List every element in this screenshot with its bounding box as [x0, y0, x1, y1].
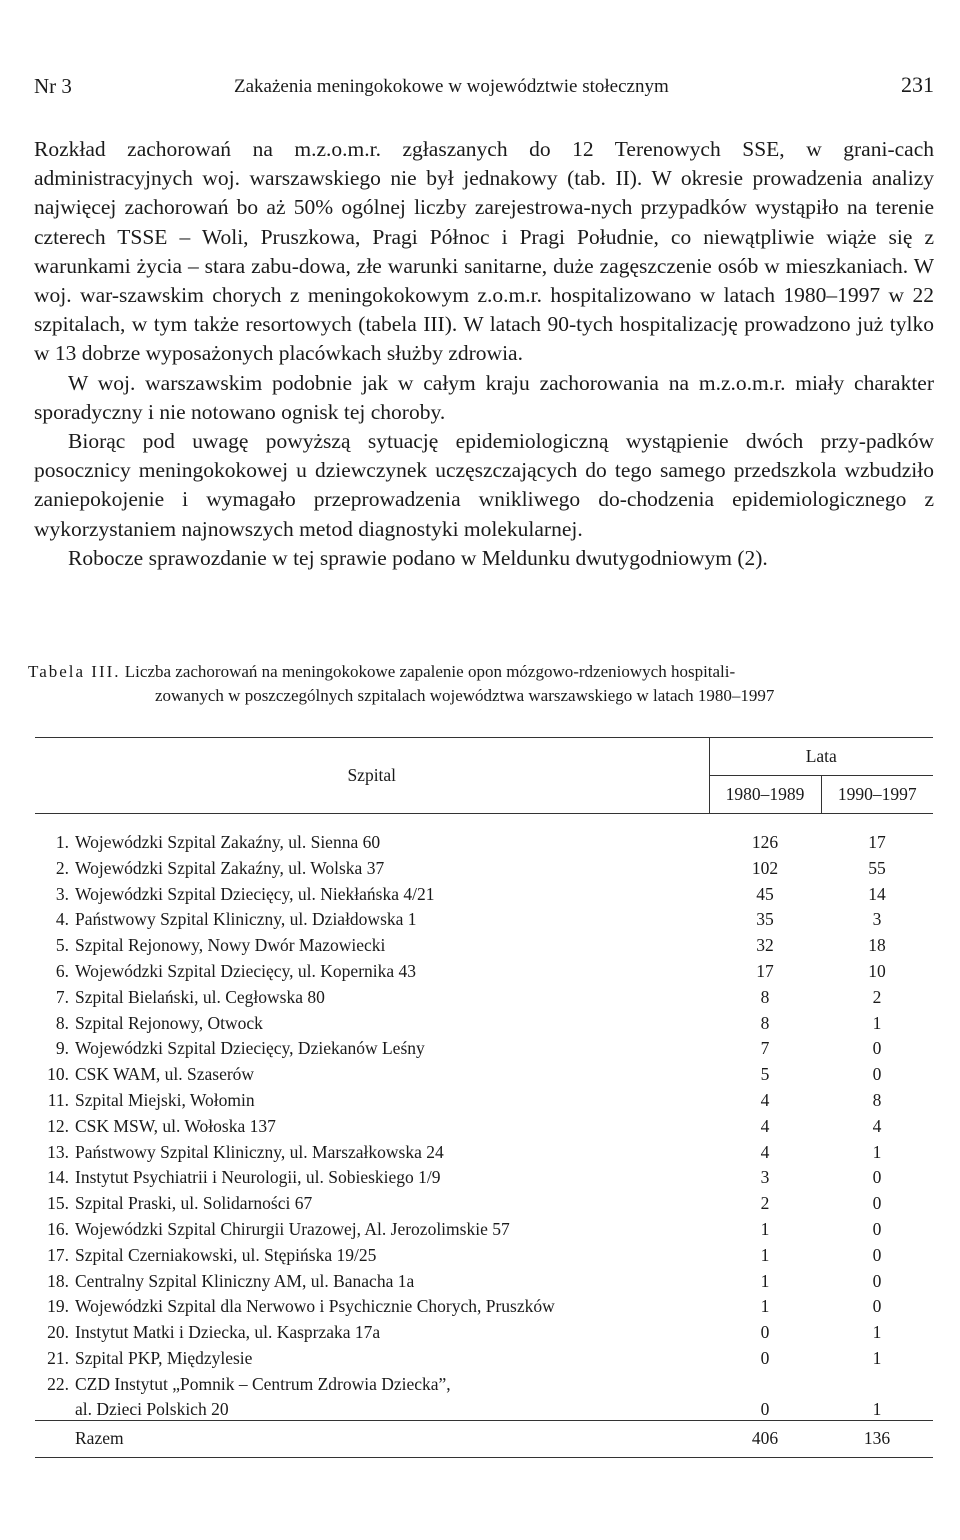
table-row: [35, 1294, 933, 1320]
cases-1980-1989: 0: [760, 1398, 770, 1419]
table-caption: [28, 660, 934, 708]
hospital-name-continuation: al. Dzieci Polskich 20: [75, 1398, 229, 1419]
table-row: [35, 959, 933, 985]
hospital-name: Instytut Psychiatrii i Neurologii, ul. Sobieskiego 1/9: [75, 1167, 441, 1188]
hospital-name: Wojewódzki Szpital Zakaźny, ul. Wolska 37: [75, 857, 385, 878]
empty-cell: [35, 1420, 75, 1457]
row-number: 14.: [47, 1167, 69, 1188]
cases-1980-1989: 4: [760, 1115, 770, 1136]
row-number: 2.: [55, 857, 69, 878]
hospital-name: Wojewódzki Szpital Chirurgii Urazowej, Al. Jerozolimskie 57: [75, 1218, 510, 1239]
col-period2-header: 1990–1997: [821, 776, 933, 814]
col-years-header: Lata: [709, 738, 933, 776]
hospital-name: Wojewódzki Szpital Zakaźny, ul. Sienna 60: [75, 832, 381, 852]
cases-1980-1989: 32: [756, 935, 774, 956]
cases-1990-1997: 0: [872, 1296, 882, 1317]
row-number: 8.: [55, 1012, 69, 1033]
cases-1990-1997: 0: [872, 1218, 882, 1239]
row-number: 5.: [55, 935, 69, 956]
table-row: [35, 907, 933, 933]
empty-cell: [709, 1372, 821, 1398]
cases-1980-1989: 1: [760, 1244, 770, 1265]
cases-1990-1997: 55: [868, 857, 886, 878]
cases-1990-1997: 3: [872, 909, 882, 930]
cases-1990-1997: 0: [872, 1064, 882, 1085]
caption-line-1: Liczba zachorowań na meningokokowe zapalenie opon mózgowo-rdzeniowych hospitali-: [124, 662, 736, 681]
table-row: [35, 856, 933, 882]
cases-1990-1997: 1: [872, 1322, 882, 1343]
caption-line-2: zowanych w poszczególnych szpitalach województwa warszawskiego w latach 1980–1997: [155, 686, 775, 705]
cases-1980-1989: 102: [751, 857, 779, 878]
cases-1980-1989: 3: [760, 1167, 770, 1188]
cases-1980-1989: 17: [756, 960, 774, 981]
table-total-row: [35, 1420, 933, 1457]
cases-1990-1997: 1: [872, 1398, 882, 1419]
row-number: 9.: [55, 1038, 69, 1059]
body-text: [34, 135, 934, 573]
hospital-table: [35, 737, 933, 1458]
running-header: [34, 72, 934, 104]
row-number: 3.: [55, 883, 69, 904]
row-number: 15.: [47, 1193, 69, 1214]
cases-1980-1989: 1: [760, 1270, 770, 1291]
table-row: [35, 1165, 933, 1191]
table-row: [35, 933, 933, 959]
cases-1980-1989: 5: [760, 1064, 770, 1085]
hospital-name: Szpital Bielański, ul. Cegłowska 80: [75, 986, 325, 1007]
paragraph-1: Rozkład zachorowań na m.z.o.m.r. zgłaszanych do 12 Terenowych SSE, w grani-cach administracyjnych woj. warszawskiego nie był jednakowy (tab. II). W okresie prowadzenia analizy najwięcej zachorowań bo aż 50% ogólnej liczby zarejestrowa-nych przypadków wystąpiło na terenie czterech TSSE – Woli, Pruszkowa, Pragi Północ i Pragi Południe, co niewątpliwie wiąże się z warunkami życia – stara zabu-dowa, złe warunki sanitarne, duże zagęszczenie osób w mieszkaniach. W woj. war-szawskim chorych z meningokokowym z.o.m.r. hospitalizowano w latach 1980–1997 w 22 szpitalach, w tym także resortowych (tabela III). W latach 90-tych hospitalizację prowadzono już tylko w 13 dobrze wyposażonych placówkach służby zdrowia.: [34, 137, 934, 366]
table-row: [35, 1372, 933, 1398]
table-row: [35, 1011, 933, 1037]
cases-1990-1997: 14: [868, 883, 886, 904]
table-row: [35, 1191, 933, 1217]
table-body: [35, 814, 933, 1458]
cases-1980-1989: 126: [751, 832, 779, 852]
cases-1990-1997: 2: [872, 986, 882, 1007]
hospital-name: Wojewódzki Szpital Dziecięcy, ul. Kopernika 43: [75, 960, 417, 981]
row-number: 10.: [47, 1064, 69, 1085]
cases-1990-1997: 0: [872, 1038, 882, 1059]
hospital-name: Wojewódzki Szpital Dziecięcy, ul. Niekłańska 4/21: [75, 883, 435, 904]
col-hospital-header: Szpital: [35, 738, 709, 814]
hospital-name: CSK WAM, ul. Szaserów: [75, 1064, 255, 1085]
cases-1980-1989: 4: [760, 1141, 770, 1162]
row-number: 20.: [47, 1322, 69, 1343]
table-label: Tabela III.: [28, 662, 121, 681]
running-title: Zakażenia meningokokowe w województwie stołecznym: [234, 76, 669, 97]
hospital-name: Szpital Czerniakowski, ul. Stępińska 19/25: [75, 1244, 377, 1265]
table-row: [35, 1114, 933, 1140]
cases-1980-1989: 1: [760, 1296, 770, 1317]
table-row: [35, 1346, 933, 1372]
table-row: [35, 1140, 933, 1166]
cases-1980-1989: 2: [760, 1193, 770, 1214]
table-row: [35, 1269, 933, 1295]
row-number: 1.: [55, 832, 69, 852]
total-1990-1997: 136: [821, 1420, 933, 1457]
table-row: [35, 1217, 933, 1243]
hospital-name: Wojewódzki Szpital dla Nerwowo i Psychicznie Chorych, Pruszków: [75, 1296, 555, 1317]
cases-1990-1997: 0: [872, 1193, 882, 1214]
table-row: [35, 1062, 933, 1088]
row-number: 19.: [47, 1296, 69, 1317]
cases-1980-1989: 7: [760, 1038, 770, 1059]
cases-1980-1989: 1: [760, 1218, 770, 1239]
hospital-name: Państwowy Szpital Kliniczny, ul. Marszałkowska 24: [75, 1141, 444, 1162]
hospital-name: CSK MSW, ul. Wołoska 137: [75, 1115, 276, 1136]
empty-cell: [821, 1372, 933, 1398]
cases-1980-1989: 8: [760, 986, 770, 1007]
cases-1990-1997: 18: [868, 935, 886, 956]
row-number: 16.: [47, 1218, 69, 1239]
empty-cell: [35, 1398, 75, 1421]
cases-1990-1997: 0: [872, 1244, 882, 1265]
row-number: 6.: [55, 960, 69, 981]
cases-1980-1989: 8: [760, 1012, 770, 1033]
row-number: 7.: [55, 986, 69, 1007]
cases-1980-1989: 45: [756, 883, 774, 904]
table-row: [35, 814, 933, 856]
paragraph-3: Biorąc pod uwagę powyższą sytuację epidemiologiczną wystąpienie dwóch przy-padków posocznicy meningokokowej u dziewczynek uczęszczających do tego samego przedszkola wzbudziło zaniepokojenie i wymagało przeprowadzenia wnikliwego do-chodzenia epidemiologicznego z wykorzystaniem najnowszych metod diagnostyki molekularnej.: [34, 429, 934, 541]
row-number: 12.: [47, 1115, 69, 1136]
cases-1990-1997: 10: [868, 960, 886, 981]
table-row: [35, 1088, 933, 1114]
hospital-name: Szpital Praski, ul. Solidarności 67: [75, 1193, 313, 1214]
cases-1990-1997: 1: [872, 1347, 882, 1368]
cases-1990-1997: 4: [872, 1115, 882, 1136]
row-number: 22.: [47, 1373, 69, 1394]
cases-1990-1997: 1: [872, 1141, 882, 1162]
cases-1980-1989: 0: [760, 1347, 770, 1368]
cases-1990-1997: 8: [872, 1089, 882, 1110]
hospital-name: CZD Instytut „Pomnik – Centrum Zdrowia Dziecka”,: [75, 1373, 451, 1394]
row-number: 21.: [47, 1347, 69, 1368]
paragraph-4: Robocze sprawozdanie w tej sprawie podano w Meldunku dwutygodniowym (2).: [68, 545, 768, 570]
cases-1990-1997: 1: [872, 1012, 882, 1033]
hospital-name: Szpital Rejonowy, Otwock: [75, 1012, 263, 1033]
table-row-continuation: [35, 1398, 933, 1421]
table-row: [35, 985, 933, 1011]
table-row: [35, 1036, 933, 1062]
cases-1990-1997: 0: [872, 1167, 882, 1188]
cases-1980-1989: 35: [756, 909, 774, 930]
total-1980-1989: 406: [709, 1420, 821, 1457]
issue-number: Nr 3: [34, 74, 72, 98]
row-number: 17.: [47, 1244, 69, 1265]
hospital-name: Szpital Rejonowy, Nowy Dwór Mazowiecki: [75, 935, 386, 956]
hospital-name: Szpital Miejski, Wołomin: [75, 1089, 255, 1110]
cases-1990-1997: 17: [868, 832, 886, 852]
hospital-name: Wojewódzki Szpital Dziecięcy, Dziekanów Leśny: [75, 1038, 425, 1059]
hospital-name: Instytut Matki i Dziecka, ul. Kasprzaka 17a: [75, 1322, 381, 1343]
paragraph-2: W woj. warszawskim podobnie jak w całym kraju zachorowania na m.z.o.m.r. miały charakter sporadyczny i nie notowano ognisk tej choroby.: [34, 370, 934, 424]
col-period1-header: 1980–1989: [709, 776, 821, 814]
table-row: [35, 1243, 933, 1269]
row-number: 13.: [47, 1141, 69, 1162]
cases-1980-1989: 0: [760, 1322, 770, 1343]
total-label: Razem: [75, 1420, 709, 1457]
row-number: 18.: [47, 1270, 69, 1291]
table-row: [35, 882, 933, 908]
cases-1990-1997: 0: [872, 1270, 882, 1291]
hospital-name: Państwowy Szpital Kliniczny, ul. Działdowska 1: [75, 909, 417, 930]
row-number: 11.: [47, 1089, 69, 1110]
hospital-name: Szpital PKP, Międzylesie: [75, 1347, 253, 1368]
hospital-name: Centralny Szpital Kliniczny AM, ul. Banacha 1a: [75, 1270, 415, 1291]
cases-1980-1989: 4: [760, 1089, 770, 1110]
page-number: 231: [901, 72, 934, 97]
table-row: [35, 1320, 933, 1346]
row-number: 4.: [55, 909, 69, 930]
